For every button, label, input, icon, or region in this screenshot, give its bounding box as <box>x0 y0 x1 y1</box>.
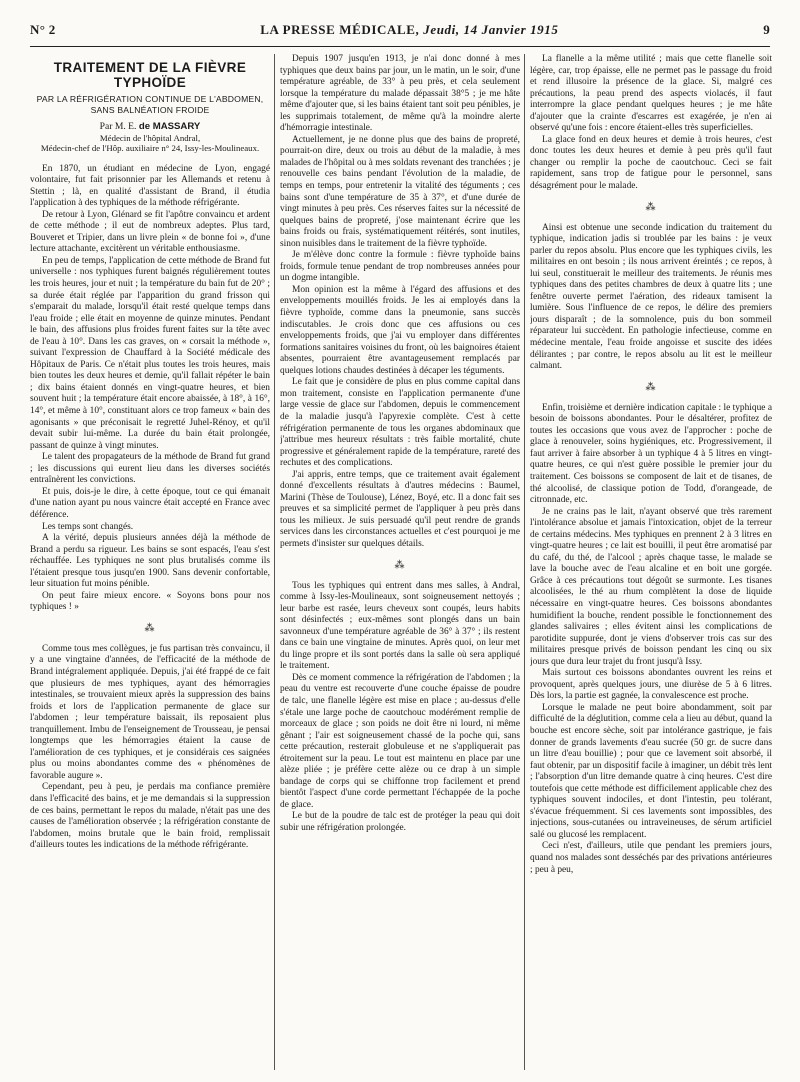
paragraph: Comme tous mes collègues, je fus partisan très convaincu, il y a une vingtaine d'années, de l'efficacité de la méthode de Brand intégralement appliquée. Depuis, j'ai été frappé de ce fait que plusieurs de mes typhiques, ayant des hémorragies intestinales, se trouvaient mieux après la suppression des bains froids et lors de l'application permanente de glace sur l'abdomen ; leur température baissait, ils reposaient plus tranquillement. Imbu de l'enseignement de Trousseau, je pensai longtemps que les hémorragies étaient la cause de l'amélioration de ces typhiques, et je considérais ces saignées plus ou moins abondantes comme des « phénomènes de favorable augure ». <box>30 643 270 781</box>
paragraph: Cependant, peu à peu, je perdais ma confiance première dans l'efficacité des bains, et je me demandais si la suppression de ces bains, permettant le repos du malade, n'était pas une des causes de l'amélioration observée ; la réfrigération constante de l'abdomen, moins brutale que le bain froid, remplissait d'ailleurs toutes les indications de la méthode réfrigérante. <box>30 782 270 851</box>
paragraph: Ainsi est obtenue une seconde indication du traitement du typhique, indication jadis si troublée par les bains : je veux parler du repos absolu. Plus encore que les typhiques civils, les militaires en ont besoin ; ils nous arrivent éreintés ; ce repos, à lui seul, constituerait le meilleur des traitements. Je réunis mes typhiques dans des petites chambres de deux à quatre lits ; une fenêtre ouverte permet l'aération, des rideaux tamisent la lumière. Sous l'influence de ce repos, le délire des premiers jours disparaît ; de la somnolence, puis du bon sommeil réparateur lui succèdent. En pathologie infectieuse, comme en médecine mentale, l'eau froide angoisse et suscite des idées délirantes ; par contre, le repos absolu au lit est le meilleur calmant. <box>530 222 772 372</box>
masthead <box>260 22 558 38</box>
paragraph: Tous les typhiques qui entrent dans mes salles, à Andral, comme à Issy-les-Moulineaux, sont soigneusement nettoyés ; leur barbe est rasée, leurs cheveux sont coupés, leurs habits sont désinfectés ; eux-mêmes sont plongés dans un bain savonneux d'une température agréable de 36° à 37° ; ils restent dans ce bain une vingtaine de minutes. Après quoi, on leur met du linge propre et ils sont portés dans la salle où sera appliqué le traitement. <box>280 580 520 672</box>
paragraph: Lorsque le malade ne peut boire abondamment, soit par difficulté de la déglutition, comme cela a lieu au début, quand la bouche est encore sèche, soit par intolérance gastrique, je fais donner de grands lavements d'eau sucrée (50 gr. de sucre dans un litre d'eau bouillie) ; pour que ce lavement soit absorbé, il faut obtenir, par un dispositif facile à imaginer, un débit très lent ; l'absorption d'un litre demande quatre à cinq heures. C'est dire toutefois que cette méthode est difficilement applicable chez des typhiques souvent indociles, et dont l'intestin, peu tolérant, s'évacue fréquemment. Si ces lavements sont impossibles, des injections, sous-cutanées ou intraveineuses, de sérum artificiel salé ou glucosé les remplacent. <box>530 702 772 840</box>
author-affiliation: Médecin-chef de l'Hôp. auxiliaire n° 24, Issy-les-Moulineaux. <box>40 143 260 154</box>
paragraph: En 1870, un étudiant en médecine de Lyon, engagé volontaire, fut fait prisonnier par les Allemands et retenu à Stettin ; là, en qualité d'assistant de Brand, il étudia l'application à des typhiques de la méthode réfrigérante. <box>30 163 270 209</box>
author-line <box>30 121 270 133</box>
paragraph: Le but de la poudre de talc est de protéger la peau qui doit subir une réfrigération prolongée. <box>280 811 520 833</box>
column-1-body <box>30 164 270 852</box>
paragraph: Ceci n'est, d'ailleurs, utile que pendant les premiers jours, quand nos malades sont desséchés par des privations antérieures ; peu à peu, <box>530 841 772 875</box>
paragraph: Mais surtout ces boissons abondantes ouvrent les reins et provoquent, après quelques jours, une diurèse de 5 à 6 litres. Dès lors, la partie est gagnée, la convalescence est proche. <box>530 668 772 702</box>
paragraph: La flanelle a la même utilité ; mais que cette flanelle soit légère, car, trop épaisse, elle ne permet pas le passage du froid et rend illusoire la présence de la glace. Si, malgré ces précautions, la peau prend des aspects violacés, il faut interrompre la glace pendant quelques heures ; je me hâte d'ajouter que la crainte d'escarres est exagérée, je n'en ai observé qu'une fois : encore étaient-elles très superficielles. <box>530 54 772 134</box>
paragraph: La glace fond en deux heures et demie à trois heures, c'est donc toutes les deux heures et demie à peu près qu'il faut changer ou remplir la poche de caoutchouc. Ceci se fait rapidement, sans trop de fatigue pour le personnel, sans désagrément pour le malade. <box>530 134 772 192</box>
column-2 <box>280 54 520 1070</box>
paragraph: Et puis, dois-je le dire, à cette époque, tout ce qui émanait d'une nation ayant pu nous vaincre était accepté en France avec déférence. <box>30 486 270 520</box>
column-1 <box>30 54 270 1070</box>
journal-name: LA PRESSE MÉDICALE, <box>260 22 420 37</box>
section-separator: ⁂ <box>645 381 657 393</box>
section-separator: ⁂ <box>394 559 406 571</box>
author-affiliation: Médecin de l'hôpital Andral, <box>99 132 201 143</box>
column-divider <box>524 54 525 1070</box>
article-heading <box>30 60 270 154</box>
article-subtitle: SANS BALNÉATION FROIDE <box>90 104 210 115</box>
paragraph: Le fait que je considère de plus en plus comme capital dans mon traitement, consiste en l'application permanente d'une large vessie de glace sur l'abdomen, depuis le commencement de la maladie jusqu'à l'apyrexie complète. C'est à cette réfrigération permanente de tous les organes abdominaux que j'attribue mes heureux résultats : très faible mortalité, chute progressive et généralement rapide de la température, rareté des rechutes et des complications. <box>280 377 520 469</box>
paragraph: Les temps sont changés. <box>42 521 134 532</box>
paragraph: Le talent des propagateurs de la méthode de Brand fut grand ; les discussions qui eurent lieu dans les diverses sociétés entraînèrent les convictions. <box>30 452 270 486</box>
paragraph: Je m'élève donc contre la formule : fièvre typhoïde bains froids, formule tenue pendant de trop nombreuses années pour un dogme intangible. <box>280 250 520 284</box>
issue-date: Jeudi, 14 Janvier 1915 <box>423 22 559 37</box>
issue-number: N° 2 <box>30 22 56 37</box>
paragraph: A la vérité, depuis plusieurs années déjà la méthode de Brand a perdu sa rigueur. Les bains se sont espacés, l'eau s'est réchauffée. Les typhiques ne sont plus brutalisés comme ils l'étaient presque tous jusqu'en 1900. Sans devenir confortable, leur situation fut moins pénible. <box>30 533 270 590</box>
paragraph: Mon opinion est la même à l'égard des affusions et des enveloppements mouillés froids. Je les ai employés dans la fièvre typhoïde, comme dans la pneumonie, sans succès indiscutables. Je crois donc que ces affusions ou ces enveloppements froids, que j'ai vu employer dans différentes formations sanitaires voisines du front, où les baignoires étaient absentes, pourraient être avantageusement remplacés par quelques lotions chaudes destinées à décaper les téguments. <box>280 284 520 376</box>
column-3-body <box>530 54 772 876</box>
column-divider <box>274 54 275 1070</box>
paragraph: Depuis 1907 jusqu'en 1913, je n'ai donc donné à mes typhiques que deux bains par jour, un le matin, un le soir, d'une température agréable, de 33° à peu près, et cela seulement lorsque la température du malade dépassait 38°5 ; je me hâte même d'ajouter que, si les bains étaient tant soit peu pénibles, je les supprimais totalement, de même qu'à la moindre alerte d'hémorragie intestinale. <box>280 54 520 134</box>
header-rule <box>30 46 770 47</box>
paragraph: On peut faire mieux encore. « Soyons bons pour nos typhiques ! » <box>30 590 270 613</box>
author-name: de MASSARY <box>138 121 201 132</box>
author-prefix: Par M. E. <box>99 121 137 132</box>
column-2-body <box>280 54 520 835</box>
section-separator: ⁂ <box>144 622 156 634</box>
column-3 <box>530 54 772 1070</box>
paragraph: En peu de temps, l'application de cette méthode de Brand fut universelle : nos typhiques furent baignés régulièrement toutes les trois heures, jour et nuit ; la température du bain fut de 20° ; sa durée était réglée par l'apparition du grand frisson qui s'emparait du malade, lorsqu'il était resté quelque temps dans l'eau froide ; elle était en moyenne de quinze minutes. Pendant le bain, des affusions plus froides furent faites sur la tête avec de l'eau à 10°. Dans les cas graves, on « corsait la méthode », suivant l'expression de Chauffard à la Société médicale des Hôpitaux de Paris. Ce n'était plus toutes les trois heures, mais bien toutes les deux heures et demie, qu'il fallait répéter le bain ; dix bains étaient donnés en vingt-quatre heures, et bien souvent huit ; la température était encore abaissée, à 18°, à 16°, 14°, et même à 10°, constituant alors ce trop fameux « bain des agonisants » que préconisait le regretté Juhel-Rénoy, et qu'il devait subir lui-même. La durée du bain était prolongée, passant de quinze à vingt minutes. <box>30 255 270 451</box>
paragraph: J'ai appris, entre temps, que ce traitement avait également donné d'excellents résultats à d'autres médecins : Baumel, Marini (Thèse de Toulouse), Lénez, Boyé, etc. Il a donc fait ses preuves et sa simplicité permet de l'appliquer à peu près dans tous les milieux. Je suis persuadé qu'il peut rendre de grands services dans les circonstances actuelles et c'est pourquoi je me permets d'insister sur quelques détails. <box>280 469 520 549</box>
paragraph: Je ne crains pas le lait, n'ayant observé que très rarement l'intolérance absolue et jamais l'intoxication, objet de la terreur de certains médecins. Mes typhiques en prennent 2 à 3 litres en vingt-quatre heures ; ce lait est bouilli, il peut être aromatisé par du café, du thé, de l'alcool ; après chaque tasse, le malade se lave la bouche avec de l'eau alcaline et en boit une gorgée. Grâce à ces précautions tout dégoût se surmonte. Les tisanes alcoolisées, le thé au rhum complètent la dose de liquide nécessaire en vingt-quatre heures. Ces boissons abondantes humidifient la bouche, rendent possible le fonctionnement des glandes salivaires ; elles évitent ainsi les complications de parotidite suppurée, dont je viens d'observer trois cas sur des militaires presque privés de boisson pendant les cinq ou six jours que dura leur trajet du front jusqu'à Issy. <box>530 506 772 667</box>
page-number: 9 <box>763 22 770 37</box>
section-separator: ⁂ <box>645 201 657 213</box>
page-header <box>30 22 770 44</box>
paragraph: De retour à Lyon, Glénard se fit l'apôtre convaincu et ardent de cette méthode ; il eut de nombreux adeptes. Plus tard, Bouveret et Tripier, dans un livre plein « de bonne foi », d'une lecture attachante, excitèrent un véritable enthousiasme. <box>30 209 270 255</box>
article-subtitle: PAR LA RÉFRIGÉRATION CONTINUE DE L'ABDOMEN, <box>36 94 264 104</box>
paragraph: Enfin, troisième et dernière indication capitale : le typhique a besoin de boissons abondantes. Pour le désaltérer, profitez de toutes les occasions que vous avez de l'approcher : poche de glace à renouveler, soins hygiéniques, etc. Progressivement, il faut arriver à faire absorber à un typhique 4 à 5 litres en vingt-quatre heures, ce qui n'est guère possible le premier jour du traitement. Ces boissons se composent de lait et de tisanes, de thé alcoolisé, de classique potion de Todd, d'orangeade, de citronnade, etc. <box>530 402 772 506</box>
paragraph: Actuellement, je ne donne plus que des bains de propreté, pourrait-on dire, deux ou trois au début de la maladie, à mes malades de l'hôpital ou à mes soldats revenant des tranchées ; je renouvelle ces bains pendant l'évolution de la maladie, de temps en temps, pour entretenir la vitalité des téguments ; ces bains sont d'une température de 35 à 37°, et d'une durée de vingt minutes à peu près. Ces réserves faites sur la nécessité de quelques bains de propreté, j'ose maintenant écrire que les bains froids ou frais, systématiquement réitérés, sont inutiles, sinon nuisibles dans le traitement de la fièvre typhoïde. <box>280 134 520 249</box>
paragraph: Dès ce moment commence la réfrigération de l'abdomen ; la peau du ventre est recouverte d'une couche épaisse de poudre de talc, une flanelle légère est mise en place ; au-dessus d'elle s'étale une large poche de caoutchouc modérément remplie de morceaux de glace ; son poids ne doit être ni lourd, ni même gênant ; l'air est soigneusement chassé de la poche qui, sans cette précaution, resterait globuleuse et ne s'appliquerait pas étroitement sur la peau. Le tout est maintenu en place par une alèze pliée ; je préfère cette alèze ou ce drap à un simple bandage de corps qui se chiffonne trop facilement et prend bientôt l'aspect d'une corde permettant l'échappée de la poche de glace. <box>280 672 520 810</box>
article-title: TRAITEMENT DE LA FIÈVRE TYPHOÏDE <box>53 60 247 90</box>
